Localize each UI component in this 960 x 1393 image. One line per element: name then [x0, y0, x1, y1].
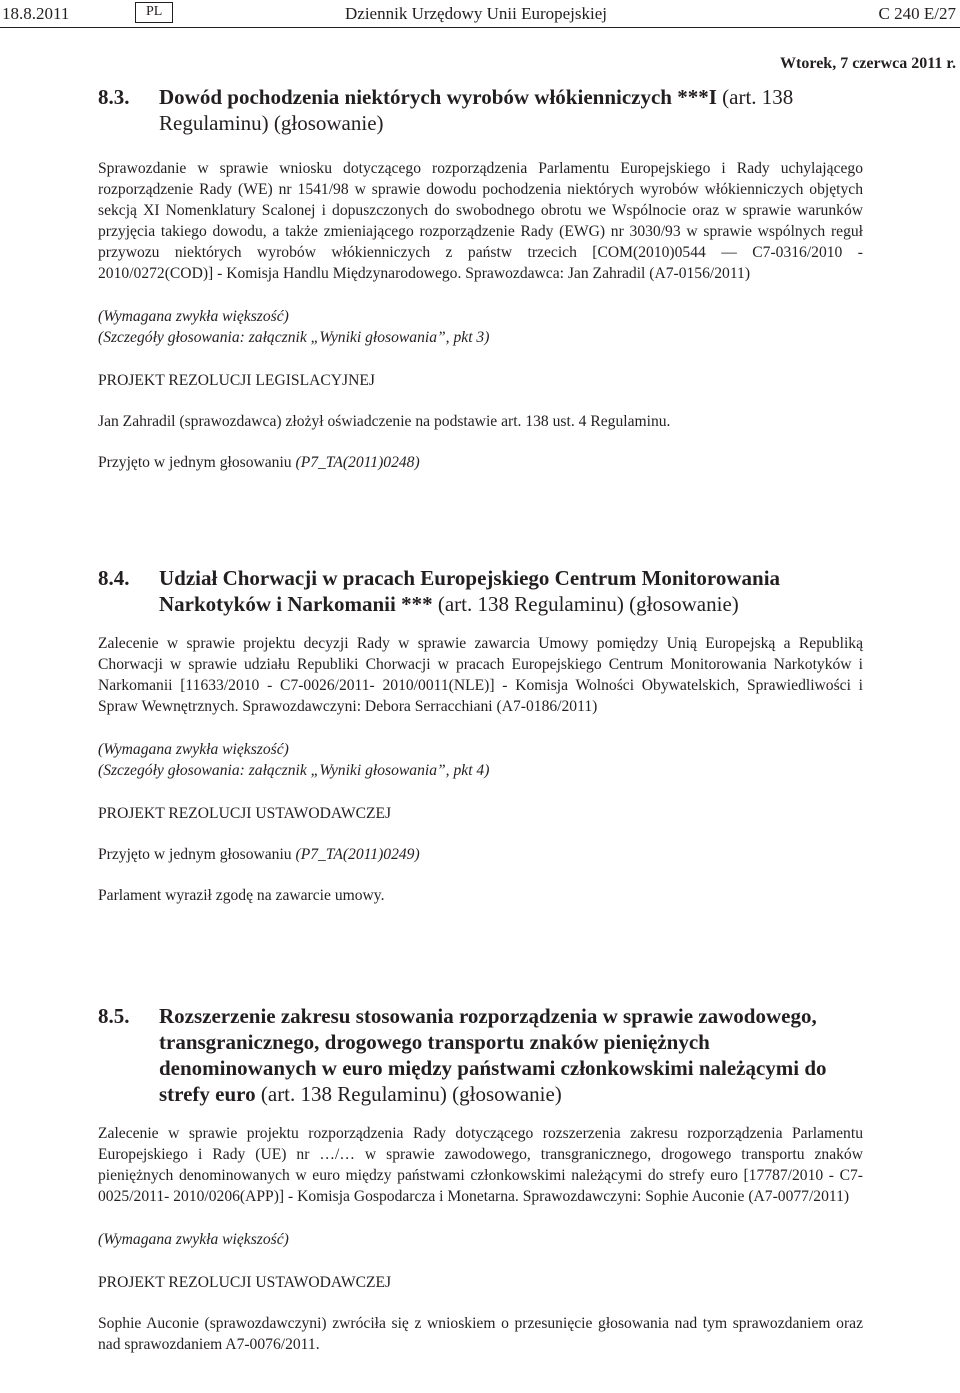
- section-8-4: [98, 565, 863, 906]
- header-date: 18.8.2011: [2, 4, 70, 23]
- majority-note: (Wymagana zwykła większość): [98, 741, 289, 758]
- adopted-prefix: Przyjęto w jednym głosowaniu: [98, 454, 296, 471]
- statement-text: Jan Zahradil (sprawozdawca) złożył oświadczenie na podstawie art. 138 ust. 4 Regulaminu.: [98, 413, 671, 430]
- report-text: Zalecenie w sprawie projektu rozporządzenia Rady dotyczącego rozszerzenia zakresu rozporządzenia Parlamentu Europejskiego i Rady (UE) nr …/… w sprawie zawodowego, transgranicznego, drogowego transportu znaków pieniężnych denominowanych w euro między państwami członkowskimi należącymi do strefy euro [17787/2010 - C7-0025/2011- 2010/0206(APP)] - Komisja Gospodarcza i Monetarna. Sprawozdawczyni: Sophie Auconie (A7-0077/2011): [98, 1125, 863, 1205]
- project-heading: PROJEKT REZOLUCJI USTAWODAWCZEJ: [98, 805, 392, 822]
- adopted-text: [98, 452, 863, 473]
- adopted-text: [98, 844, 863, 865]
- journal-code: C 240 E/27: [878, 4, 956, 23]
- section-8-3: [98, 84, 863, 473]
- section-title: [159, 1003, 863, 1107]
- voting-details: (Szczegóły głosowania: załącznik „Wyniki głosowania”, pkt 3): [98, 329, 490, 346]
- section-title-bold: Udział Chorwacji w pracach Europejskiego Centrum Monitorowania Narkotyków i Narkomanii ***: [159, 566, 781, 616]
- request-text: Sophie Auconie (sprawozdawczyni) zwróciła się z wnioskiem o przesunięcie głosowania nad tym sprawozdaniem oraz nad sprawozdaniem A7-0076/2011.: [98, 1315, 863, 1353]
- consent-text: Parlament wyraził zgodę na zawarcie umowy.: [98, 887, 385, 904]
- section-title-bold: Dowód pochodzenia niektórych wyrobów włókienniczych ***I: [159, 85, 717, 109]
- report-text: Sprawozdanie w sprawie wniosku dotyczącego rozporządzenia Parlamentu Europejskiego i Rady uchylającego rozporządzenie Rady (WE) nr 1541/98 w sprawie dowodu pochodzenia niektórych wyrobów włókienniczych objętych sekcją XI Nomenklatury Scalonej i dopuszczonych do swobodnego obrotu we Wspólnocie oraz w sprawie warunków przyjęcia takiego dowodu, a także zmieniającego rozporządzenie Rady (EWG) nr 3030/93 w sprawie wspólnych reguł przywozu niektórych wyrobów włókienniczych z państw trzecich [COM(2010)0544 — C7-0316/2010 - 2010/0272(COD)] - Komisja Handlu Międzynarodowego. Sprawozdawca: Jan Zahradil (A7-0156/2011): [98, 160, 863, 282]
- section-8-5: [98, 1003, 863, 1355]
- project-heading: PROJEKT REZOLUCJI USTAWODAWCZEJ: [98, 1274, 392, 1291]
- language-box: PL: [135, 2, 173, 23]
- section-title-tail: (art. 138 Regulaminu) (głosowanie): [260, 1082, 562, 1106]
- adopted-prefix: Przyjęto w jednym głosowaniu: [98, 846, 296, 863]
- section-title-bold: Rozszerzenie zakresu stosowania rozporządzenia w sprawie zawodowego, transgranicznego, drogowego transportu znaków pieniężnych denominowanych w euro między państwami członkowskimi należącymi do strefy euro: [159, 1004, 827, 1106]
- section-number: 8.5.: [98, 1004, 130, 1028]
- adopted-ref: (P7_TA(2011)0248): [295, 454, 420, 471]
- section-number: 8.4.: [98, 566, 130, 590]
- page-header: [0, 3, 960, 25]
- project-heading: PROJEKT REZOLUCJI LEGISLACYJNEJ: [98, 372, 375, 389]
- header-rule: [0, 27, 960, 28]
- voting-details: (Szczegóły głosowania: załącznik „Wyniki głosowania”, pkt 4): [98, 762, 490, 779]
- section-number: 8.3.: [98, 85, 130, 109]
- section-title-tail: (art. 138 Regulaminu) (głosowanie): [159, 85, 794, 135]
- section-title: [159, 565, 863, 617]
- adopted-ref: (P7_TA(2011)0249): [295, 846, 420, 863]
- majority-note: (Wymagana zwykła większość): [98, 1231, 289, 1248]
- section-title-tail: (art. 138 Regulaminu) (głosowanie): [437, 592, 739, 616]
- majority-note: (Wymagana zwykła większość): [98, 308, 289, 325]
- journal-title: Dziennik Urzędowy Unii Europejskiej: [345, 4, 608, 23]
- report-text: Zalecenie w sprawie projektu decyzji Rady w sprawie zawarcia Umowy pomiędzy Unią Europejską a Republiką Chorwacji w sprawie udziału Republiki Chorwacji w pracach Europejskiego Centrum Monitorowania Narkotyków i Narkomanii [11633/2010 - C7-0026/2011- 2010/0011(NLE)] - Komisja Wolności Obywatelskich, Sprawiedliwości i Spraw Wewnętrznych. Sprawozdawczyni: Debora Serracchiani (A7-0186/2011): [98, 635, 863, 715]
- section-title: [159, 84, 863, 136]
- sitting-date: Wtorek, 7 czerwca 2011 r.: [780, 55, 956, 72]
